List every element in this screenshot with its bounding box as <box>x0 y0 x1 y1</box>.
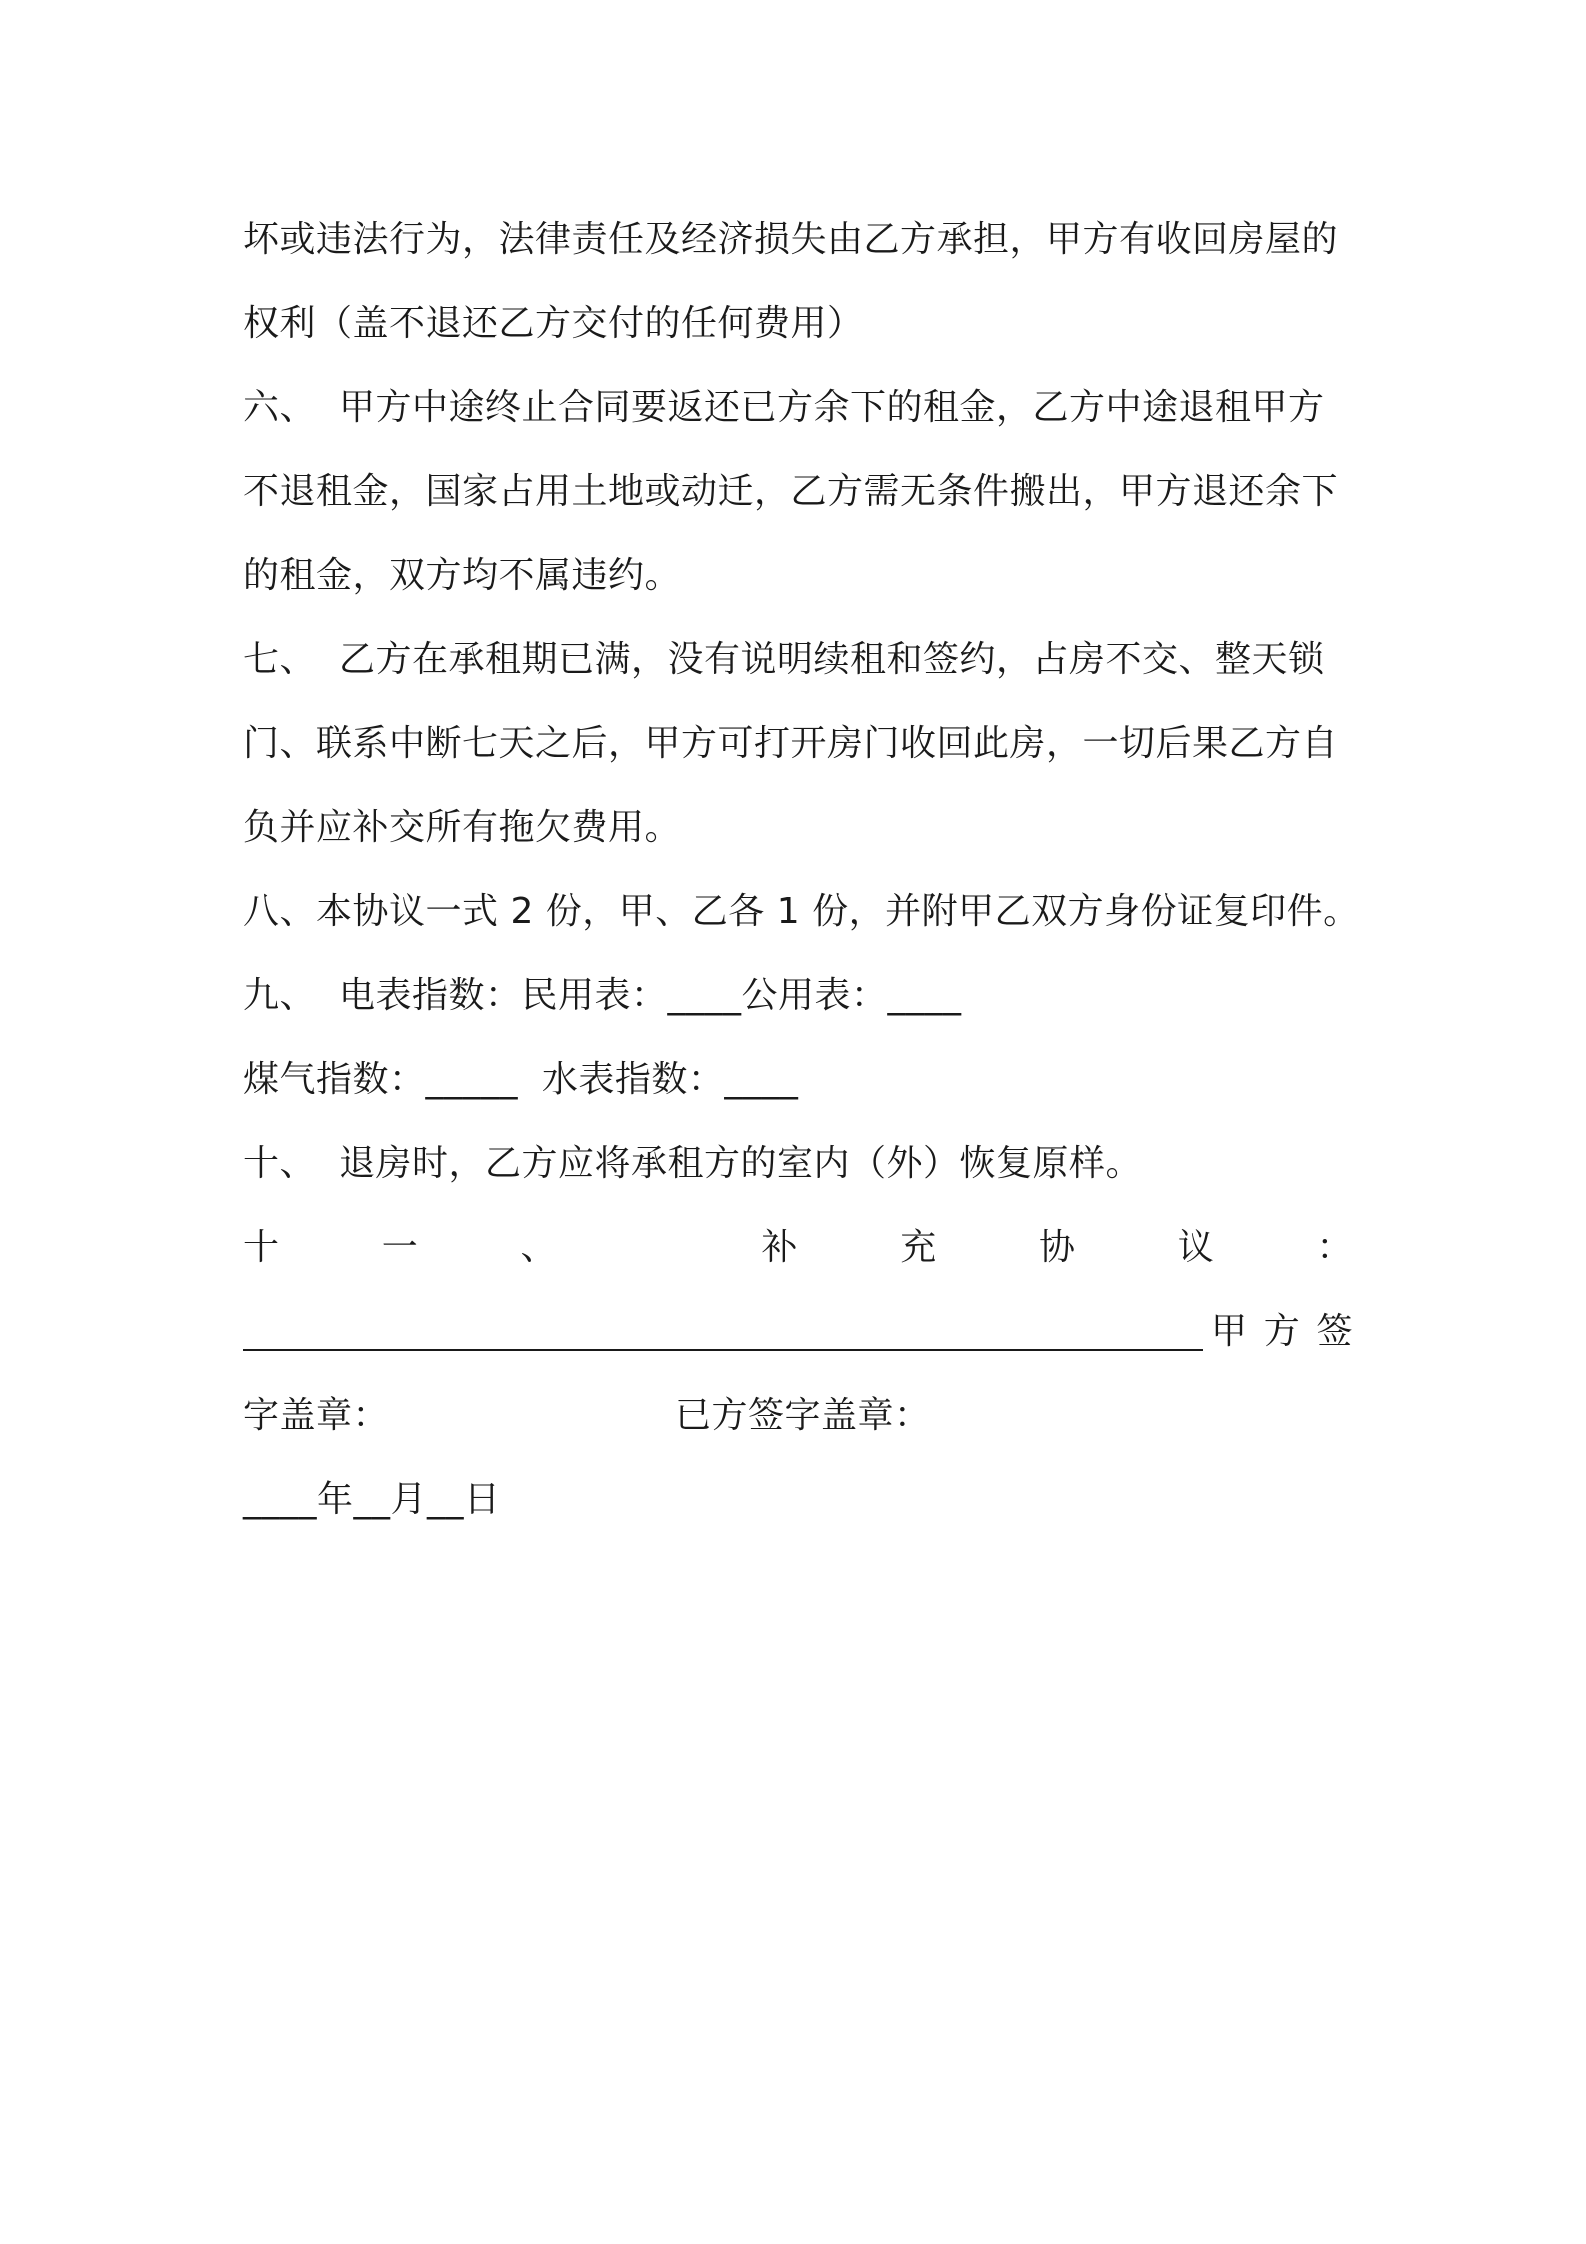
clause-ten <box>243 1122 1353 1206</box>
clause-seven <box>243 618 1353 702</box>
clause-nine <box>243 954 1353 1038</box>
paragraph-line: 煤气指数：_____ 水表指数：____ <box>243 1059 799 1100</box>
signature-row <box>243 1374 1353 1458</box>
clause-text: 乙方在承租期已满，没有说明续租和签约，占房不交、整天锁 <box>339 639 1325 680</box>
clause-eleven-char: 充 <box>900 1227 937 1268</box>
supplement-blank-field[interactable] <box>243 1313 1203 1351</box>
clause-text: 电表指数：民用表：____公用表：____ <box>339 975 962 1016</box>
paragraph-line: 坏或违法行为，法律责任及经济损失由乙方承担，甲方有收回房屋的 <box>243 219 1339 260</box>
clause-text: 退房时，乙方应将承租方的室内（外）恢复原样。 <box>339 1143 1143 1184</box>
paragraph-line: 的租金，双方均不属违约。 <box>243 555 682 596</box>
clause-eleven-char: 、 <box>520 1227 558 1268</box>
party-b-signature-label: 已方签字盖章： <box>675 1395 931 1436</box>
paragraph-line: 权利（盖不退还乙方交付的任何费用） <box>243 303 864 344</box>
paragraph-line: 不退租金，国家占用土地或动迁，乙方需无条件搬出，甲方退还余下 <box>243 471 1339 512</box>
supplement-blank-row <box>243 1290 1353 1374</box>
clause-number: 七、 <box>243 639 317 680</box>
paragraph-line: 负并应补交所有拖欠费用。 <box>243 807 682 848</box>
party-a-char: 签 <box>1316 1311 1353 1352</box>
document-body <box>243 198 1360 1542</box>
party-a-char: 甲 <box>1211 1311 1248 1352</box>
clause-text: 甲方中途终止合同要返还已方余下的租金，乙方中途退租甲方 <box>339 387 1325 428</box>
clause-six <box>243 366 1353 450</box>
clause-eight <box>243 870 1360 954</box>
clause-eleven-char: 协 <box>1038 1227 1076 1268</box>
clause-number: 八、 <box>243 891 317 932</box>
paragraph-line: 门、联系中断七天之后，甲方可打开房门收回此房，一切后果乙方自 <box>243 723 1339 764</box>
clause-eleven <box>243 1206 1353 1290</box>
clause-eleven-char: 十 <box>243 1227 280 1268</box>
clause-text: 本协议一式 2 份，甲、乙各 1 份，并附甲乙双方身份证复印件。 <box>316 891 1360 932</box>
party-a-char: 方 <box>1263 1311 1301 1352</box>
clause-eleven-char: ： <box>1316 1227 1353 1268</box>
clause-eleven-char: 补 <box>761 1227 798 1268</box>
clause-number: 十、 <box>243 1143 317 1184</box>
clause-eleven-char: 一 <box>381 1227 419 1268</box>
date-line: ____年__月__日 <box>243 1479 501 1520</box>
clause-number: 九、 <box>243 975 317 1016</box>
party-a-label <box>1211 1290 1353 1374</box>
clause-number: 六、 <box>243 387 317 428</box>
clause-eleven-char: 议 <box>1177 1227 1215 1268</box>
party-a-signature-label: 字盖章： <box>243 1395 390 1436</box>
